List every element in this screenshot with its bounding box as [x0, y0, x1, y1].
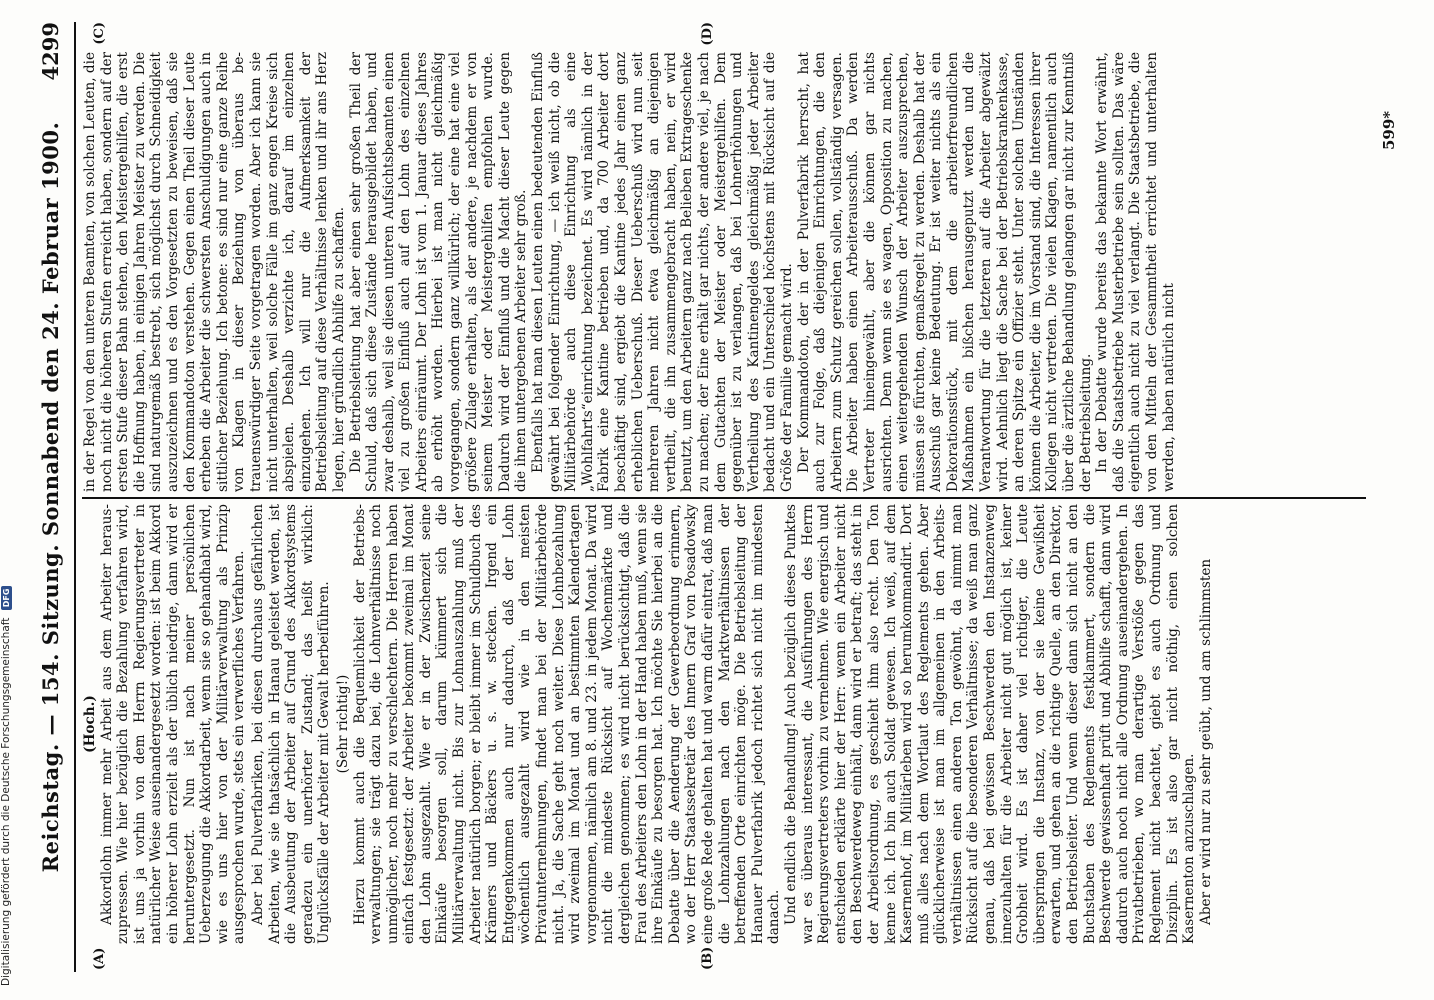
paragraph: Der Kommandoton, der in der Pulverfabrik herrscht, hat auch zur Folge, daß diejenigen Einrichtungen, die den Arbeitern zum Schutz gereichen sollen, vollständig versagen. Die Arbeiter haben einen Arbeiterausschuß. Da werden Vertreter hineingewählt, aber die können gar nichts ausrichten. Denn wenn sie es wagen, Opposition zu machen, einen weitergehenden Wunsch der Arbeiter auszusprechen, müssen sie fürchten, gemaßregelt zu werden. Deshalb hat der Ausschuß gar keine Bedeutung. Er ist weiter nichts als ein Dekorationsstück, mit dem die arbeiterfreundlichen Maßnahmen ein bißchen herausgeputzt werden und die Verantwortung für die letzteren auf die Arbeiter abgewälzt wird. Aehnlich liegt die Sache bei der Betriebskrankenkasse, an deren Spitze ein Offizier steht. Unter solchen Umständen können die Arbeiter, die im Vorstand sind, die Interessen ihrer Kollegen nicht vertreten. Die vielen Klagen, namentlich auch über die ärztliche Behandlung gelangen gar nicht zur Kenntniß der Betriebsleitung.	[795, 52, 1094, 492]
page-signature: 599*	[1380, 110, 1398, 150]
left-column	[82, 504, 1366, 944]
margin-marker-b: (B)	[700, 946, 715, 970]
digitization-sidebar	[0, 0, 12, 1000]
right-column	[82, 52, 1366, 492]
paragraph: Aber bei Pulverfabriken, bei diesen durchaus gefährlichen Arbeiten, wie sie thatsächlich in Hanau geleistet werden, ist die Ausbeutung der Arbeiter auf Grund des Akkordsystems geradezu ein unerhörter Zustand; das heißt wirklich: Unglücksfälle der Arbeiter mit Gewalt herbeiführen.	[249, 504, 333, 944]
paragraph: Ebenfalls hat man diesen Leuten einen bedeutenden Einfluß gewährt bei folgender Einrichtung, — ich weiß nicht, ob die Militärbehörde auch diese Einrichtung als eine „Wohlfahrts“einrichtung bezeichnet. Es wird nämlich in der Fabrik eine Kantine betrieben und, da 700 Arbeiter dort beschäftigt sind, ergiebt die Kantine jedes Jahr einen ganz erheblichen Ueberschuß. Dieser Ueberschuß wird nun seit mehreren Jahren nicht etwa gleichmäßig an diejenigen vertheilt, die ihn zusammengebracht haben, nein, er wird benutzt, um den Arbeitern ganz nach Belieben Extrageschenke zu machen; der Eine erhält gar nichts, der andere viel, je nach dem Gutachten der Meister oder Meistergehilfen. Dem gegenüber ist zu verlangen, daß bei Lohnerhöhungen und Vertheilung des Kantinengeldes gleichmäßig jeder Arbeiter bedacht und ein Unterschied höchstens mit Rücksicht auf die Größe der Familie gemacht wird.	[530, 52, 795, 492]
page-number: 4299	[38, 22, 63, 81]
paragraph: Und endlich die Behandlung! Auch bezüglich dieses Punktes war es überaus interessant, die Ausführungen des Herrn Regierungsvertreters vorhin zu vernehmen. Wie energisch und entschieden erklärte hier der Herr: wenn ein Arbeiter nicht den Beschwerdeweg einhält, dann wird er betraft; das steht in der Arbeitsordnung, es geschieht ihm also recht. Den Ton kenne ich. Ich bin auch Soldat gewesen. Ich weiß, auf dem Kasernenhof, im Militärleben wird so herumkommandirt. Dort muß alles nach dem Wortlaut des Reglements gehen. Aber glücklicherweise ist man im allgemeinen in den Arbeitsverhältnissen einen anderen Ton gewöhnt, da nimmt man Rücksicht auf die besonderen Verhältnisse; da weiß man ganz genau, daß bei gewissen Beschwerden den Instanzenweg innezuhalten für die Arbeiter nicht gut möglich ist, keiner Grobheit wird. Es ist daher viel richtiger, die Leute überspringen die Instanz, von der sie keine Gewißheit erwarten, und gehen an die richtige Quelle, an den Direktor, den Betriebsleiter. Und wenn dieser dann sich nicht an den Buchstaben des Reglements festklammert, sondern die Beschwerde gewissenhaft prüft und Abhilfe schafft, dann wird dadurch auch noch nicht alle Ordnung auseinandergehen. In Privatbetrieben, wo man derartige Verstöße gegen das Reglement nicht beachtet, giebt es auch Ordnung und Disziplin. Es ist also gar nicht nöthig, einen solchen Kasernenton anzuschlagen.	[782, 504, 1198, 944]
paragraph: In der Debatte wurde bereits das bekannte Wort erwähnt, daß die Staatsbetriebe Musterbetriebe sein sollten. Das wäre eigentlich auch nicht zu viel verlangt. Die Staatsbetriebe, die von den Mitteln der Gesammtheit errichtet und unterhalten werden, haben natürlich nicht	[1094, 52, 1177, 492]
paragraph: Die Betriebsleitung hat aber einen sehr großen Theil der Schuld, daß sich diese Zustände herausgebildet haben, und zwar deshalb, weil sie diesen unteren Aufsichtsbeamten einen viel zu großen Einfluß auch auf den Lohn des einzelnen Arbeiters einräumt. Der Lohn ist vom 1. Januar dieses Jahres ab erhöht worden. Hierbei ist man nicht gleichmäßig vorgegangen, sondern ganz willkürlich; der eine hat eine viel größere Zulage erhalten, als der andere, je nachdem er von seinem Meister oder Meistergehilfen empfohlen wurde. Dadurch wird der Einfluß und die Macht dieser Leute gegen die ihnen untergebenen Arbeiter sehr groß.	[347, 52, 530, 492]
margin-marker-d: (D)	[700, 22, 715, 46]
paragraph: Hierzu kommt auch die Bequemlichkeit der Betriebsverwaltungen; sie trägt dazu bei, die Lohnverhältnisse noch unmöglicher, noch mehr zu verschlechtern. Die Herren haben einfach festgesetzt: der Arbeiter bekommt zweimal im Monat den Lohn ausgezahlt. Wie er in der Zwischenzeit seine Einkäufe besorgen soll, darum kümmert sich die Militärverwaltung nicht. Bis zur Lohnauszahlung muß der Arbeiter natürlich borgen; er bleibt immer im Schuldbuch des Krämers und Bäckers u. s. w. stecken. Irgend ein Entgegenkommen auch nur dadurch, daß der Lohn wöchentlich ausgezahlt wird wie in den meisten Privatunternehmungen, findet man bei der Militärbehörde nicht. Ja, die Sache geht noch weiter. Diese Lohnbezahlung wird zweimal im Monat und an bestimmten Kalendertagen vorgenommen, nämlich am 8. und 23. in jedem Monat. Da wird nicht die mindeste Rücksicht auf Wochenmärkte und dergleichen genommen; es wird nicht berücksichtigt, daß die Frau des Arbeiters den Lohn in der Hand haben muß, wenn sie ihre Einkäufe zu besorgen hat. Ich möchte Sie hierbei an die Debatte über die Aenderung der Gewerbeordnung erinnern, wo der Herr Staatssekretär des Innern Graf von Posadowsky eine große Rede gehalten hat und warm dafür eintrat, daß man die Lohnzahlungen nach den Marktverhältnissen der betreffenden Orte einrichten möge. Die Betriebsleitung der Hanauer Pulverfabrik jedoch richtet sich nicht im mindesten danach.	[351, 504, 783, 944]
page-header	[34, 22, 76, 972]
page-title: Reichstag. — 154. Sitzung. Sonnabend den 24. Februar 1900.	[38, 121, 63, 873]
margin-marker-a: (A)	[92, 947, 107, 970]
interjection: (Sehr richtig!)	[334, 674, 351, 774]
paragraph: Aber er wird nur zu sehr geübt, und am schlimmsten	[1197, 558, 1214, 925]
margin-marker-c: (C)	[92, 22, 107, 45]
dfg-logo-icon: DFG	[1, 586, 12, 611]
digitization-note: Digitalisierung gefördert durch die Deutsche Forschungsgemeinschaft	[0, 617, 12, 986]
column-divider	[82, 497, 1366, 499]
paragraph: Akkordlohn immer mehr Arbeit aus dem Arbeiter herauszupressen. Wie hier bezüglich die Bezahlung verfahren wird, ist uns ja vorhin von dem Herrn Regierungsvertreter in natürlicher Weise auseinandergesetzt worden: ist beim Akkord ein höherer Lohn erzielt als der üblich niedrige, dann wird er heruntergesetzt. Nun ist nach meiner persönlichen Ueberzeugung die Akkordarbeit, wenn sie so gehandhabt wird, wie es uns hier von der Militärverwaltung als Prinzip ausgesprochen wurde, stets ein verwerfliches Verfahren.	[98, 504, 248, 944]
speaker-name: (Hoch.)	[82, 695, 98, 753]
paragraph: in der Regel von den unteren Beamten, von solchen Leuten, die noch nicht die höheren Stufen erreicht haben, sondern auf der ersten Stufe dieser Bahn stehen, den Meistergehilfen, die erst die Hoffnung haben, in einigen Jahren Meister zu werden. Die sind naturgemäß bestrebt, sich möglichst durch Schneidigkeit auszuzeichnen und es den Vorgesetzten zu beweisen, daß sie den Kommandoton verstehen. Gegen einen Theil dieser Leute erheben die Arbeiter die schwersten Anschuldigungen auch in sittlicher Beziehung. Ich betone: es sind nur eine ganze Reihe von Klagen in dieser Beziehung von überaus betrauenswürdiger Seite vorgetragen worden. Aber ich kann sie nicht unterhalten, weil solche Fälle im ganz engen Kreise sich abspielen. Deshalb verzichte ich, darauf im einzelnen einzugehen. Ich will nur die Aufmerksamkeit der Betriebsleitung auf diese Verhältnisse lenken und ihr ans Herz legen, hier gründlich Abhilfe zu schaffen.	[82, 52, 347, 492]
